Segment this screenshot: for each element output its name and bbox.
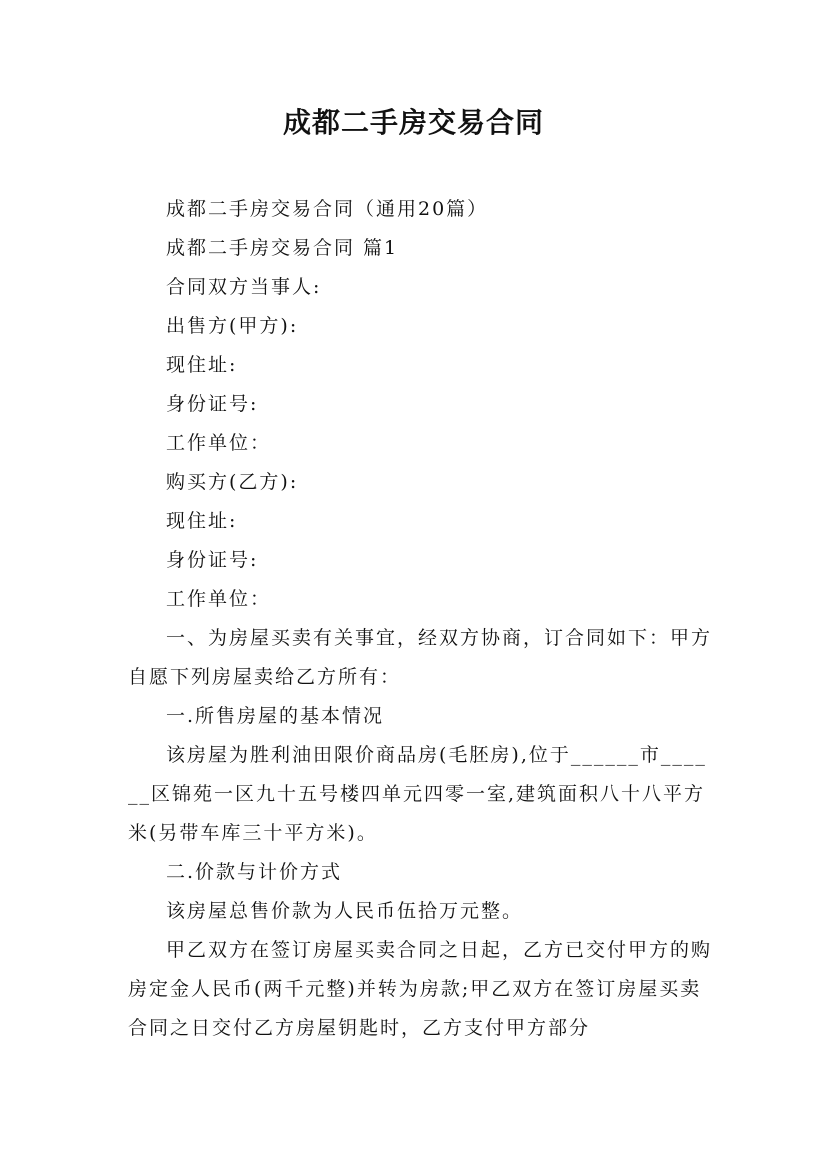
paragraph-seller-address: 现住址: — [166, 354, 238, 376]
document-body — [128, 190, 713, 1048]
paragraph-seller-id: 身份证号: — [166, 393, 259, 415]
paragraph-heading: 成都二手房交易合同（通用20篇） — [166, 198, 489, 220]
paragraph-seller-employer: 工作单位： — [166, 432, 272, 454]
paragraph-buyer-id: 身份证号: — [166, 549, 259, 571]
paragraph-total-price: 该房屋总售价款为人民币伍拾万元整。 — [166, 900, 524, 922]
paragraph-parties: 合同双方当事人: — [166, 276, 322, 298]
paragraph-buyer-employer: 工作单位： — [166, 588, 272, 610]
paragraph-buyer-address: 现住址: — [166, 510, 238, 532]
paragraph-seller: 出售方(甲方): — [166, 315, 299, 337]
paragraph-price-heading: 二.价款与计价方式 — [166, 861, 343, 883]
paragraph-property-details: 该房屋为胜利油田限价商品房(毛胚房),位于______市______区锦苑一区九十五号楼四单元四零一室,建筑面积八十八平方米(另带车库三十平方米)。 — [128, 744, 707, 844]
document-title: 成都二手房交易合同 — [282, 106, 544, 139]
paragraph-agreement: 一、为房屋买卖有关事宜，经双方协商，订合同如下：甲方自愿下列房屋卖给乙方所有： — [128, 627, 713, 688]
paragraph-payment-terms: 甲乙双方在签订房屋买卖合同之日起，乙方已交付甲方的购房定金人民币(两千元整)并转为房款;甲乙双方在签订房屋买卖合同之日交付乙方房屋钥匙时，乙方支付甲方部分 — [128, 939, 713, 1039]
paragraph-buyer: 购买方(乙方): — [166, 471, 299, 493]
paragraph-section-title: 成都二手房交易合同 篇1 — [166, 237, 399, 259]
paragraph-property-heading: 一.所售房屋的基本情况 — [166, 705, 385, 727]
